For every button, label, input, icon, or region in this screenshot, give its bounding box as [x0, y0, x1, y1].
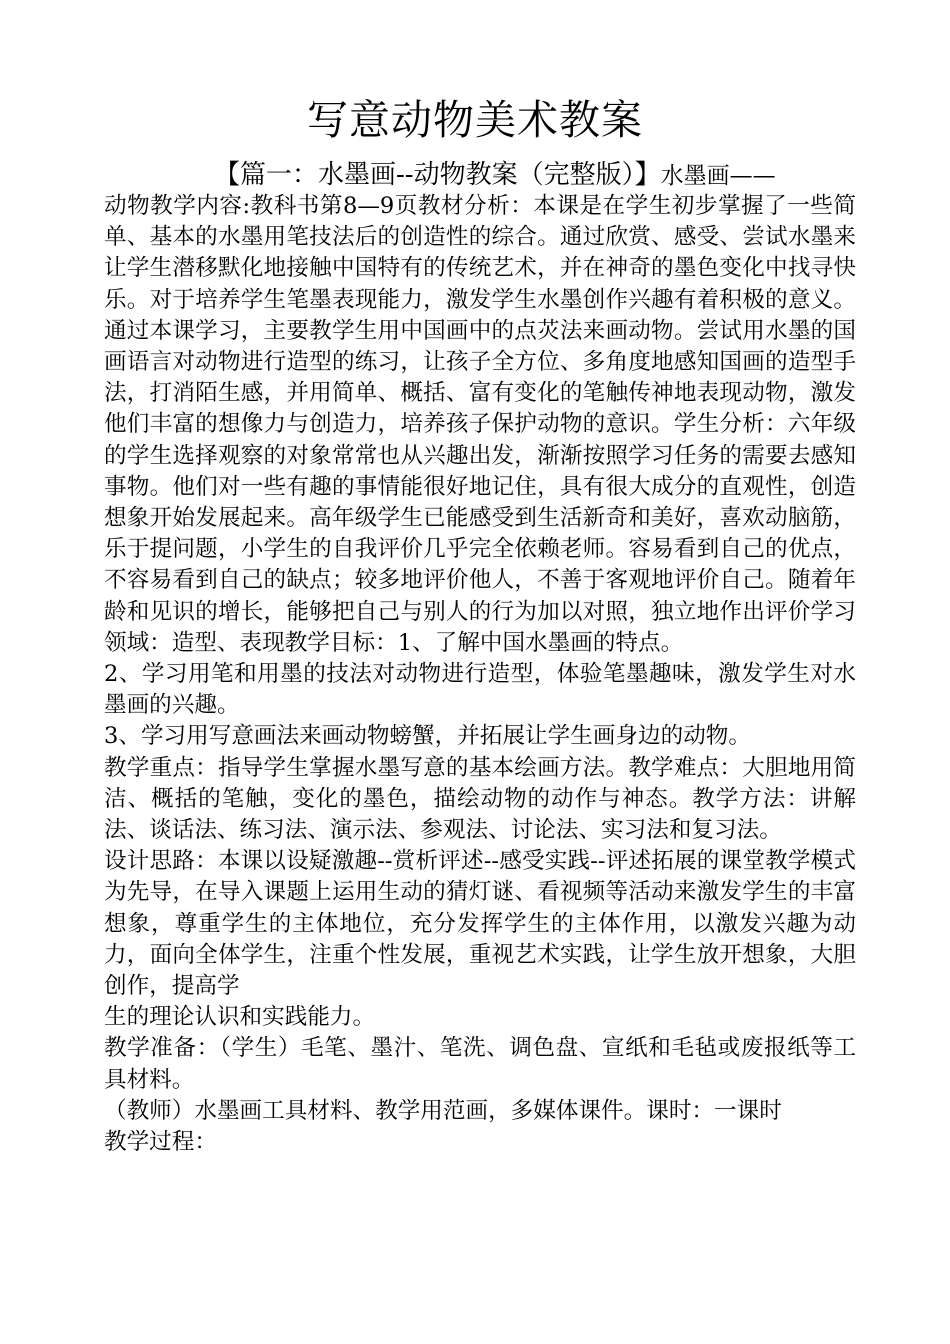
paragraph: 2、学习用笔和用墨的技法对动物进行造型，体验笔墨趣味，激发学生对水墨画的兴趣。 [104, 661, 856, 719]
paragraph: （教师）水墨画工具材料、教学用范画，多媒体课件。课时：一课时 [104, 1097, 782, 1124]
paragraph: 3、学习用写意画法来画动物螃蟹，并拓展让学生画身边的动物。 [104, 723, 751, 750]
paragraph: 生的理论认识和实践能力。 [104, 1004, 376, 1031]
section-heading-tail: 水墨画—— [660, 163, 776, 189]
document-body [104, 191, 856, 1158]
paragraph: 教学准备：（学生）毛笔、墨汁、笔洗、调色盘、宣纸和毛毡或废报纸等工具材料。 [104, 1035, 856, 1093]
paragraph: 动物教学内容:教科书第8—9页教材分析：本课是在学生初步掌握了一些简单、基本的水墨用笔技法后的创造性的综合。通过欣赏、感受、尝试水墨来让学生潜移默化地接触中国特有的传统艺术，并在神奇的墨色变化中找寻快乐。对于培养学生笔墨表现能力，激发学生水墨创作兴趣有着积极的意义。通过本课学习，主要教学生用中国画中的点苂法来画动物。尝试用水墨的国画语言对动物进行造型的练习，让孩子全方位、多角度地感知国画的造型手法，打消陌生感，并用简单、概括、富有变化的笔触传神地表现动物，激发他们丰富的想像力与创造力，培养孩子保护动物的意识。学生分析：六年级的学生选择观察的对象常常也从兴趣出发，渐渐按照学习任务的需要去感知事物。他们对一些有趣的事情能很好地记住，具有很大成分的直观性，创造想象开始发展起来。高年级学生已能感受到生活新奇和美好，喜欢动脑筋，乐于提问题，小学生的自我评价几乎完全依赖老师。容易看到自己的优点，不容易看到自己的缺点；较多地评价他人，不善于客观地评价自己。随着年龄和见识的增长，能够把自己与别人的行为加以对照，独立地作出评价学习领域：造型、表现教学目标：1、了解中国水墨画的特点。 [104, 193, 856, 656]
paragraph: 教学重点：指导学生掌握水墨写意的基本绘画方法。教学难点：大胆地用简洁、概括的笔触，变化的墨色，描绘动物的动作与神态。教学方法：讲解法、谈话法、练习法、演示法、参观法、讨论法、实习法和复习法。 [104, 754, 856, 844]
section-heading: 【篇一：水墨画--动物教案（完整版）】 [214, 160, 661, 190]
paragraph: 教学过程： [104, 1129, 217, 1156]
section-heading-line [214, 160, 776, 191]
paragraph: 设计思路：本课以设疑激趣--赏析评述--感受实践--评述拓展的课堂教学模式为先导，在导入课题上运用生动的猜灯谜、看视频等活动来激发学生的丰富想象，尊重学生的主体地位，充分发挥学生的主体作用，以激发兴趣为动力，面向全体学生，注重个性发展，重视艺术实践，让学生放开想象，大胆创作，提高学 [104, 848, 856, 1000]
document-title: 写意动物美术教案 [307, 96, 643, 144]
